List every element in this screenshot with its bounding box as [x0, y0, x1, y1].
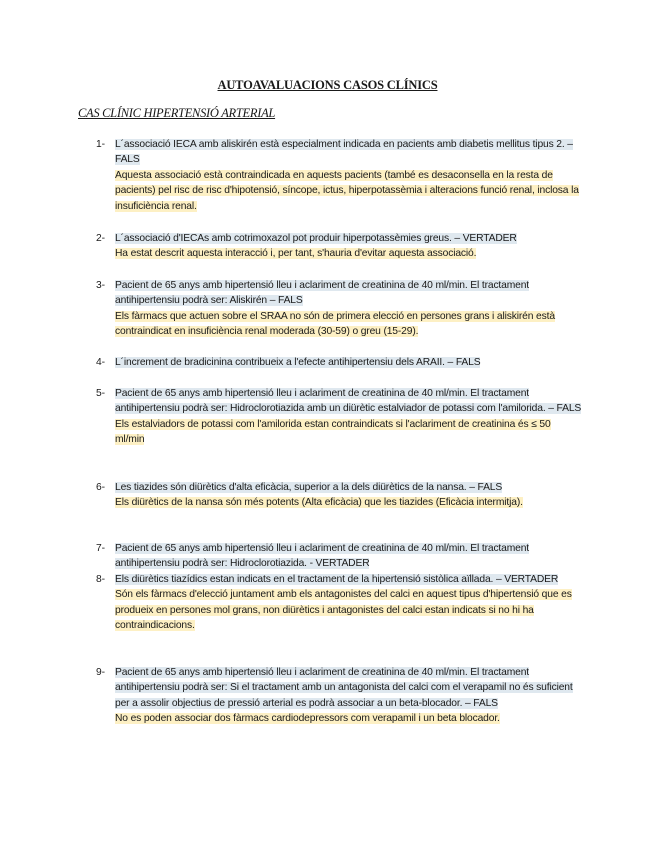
question-item: [96, 386, 582, 448]
question-item: [96, 231, 582, 262]
explanation-text: Els estalviadors de potassi com l'amilorida estan contraindicats si l'aclariment de creatinina és ≤ 50 ml/min: [115, 418, 551, 446]
question-text: Pacient de 65 anys amb hipertensió lleu i aclariment de creatinina de 40 ml/min. El tractament antihipertensiu podrà ser: Hidroclorotiazida. - VERTADER: [115, 543, 530, 570]
explanation-text: No es poden associar dos fàrmacs cardiodepressors com verapamil i un beta blocador.: [115, 713, 500, 725]
question-text: L´associació IECA amb aliskirén està especialment indicada en pacients amb diabetis mellitus tipus 2. – FALS: [115, 139, 573, 166]
question-text: Pacient de 65 anys amb hipertensió lleu i aclariment de creatinina de 40 ml/min. El tractament antihipertensiu podrà ser: Hidroclorotiazida amb un diürètic estalviador de potassi com l'amilorida. – FALS: [115, 388, 582, 415]
question-item: [96, 480, 582, 511]
question-text: Les tiazides són diürètics d'alta eficàcia, superior a la dels diürètics de la nansa. – FALS: [115, 482, 503, 493]
question-number: 1-: [96, 139, 105, 150]
question-text: Pacient de 65 anys amb hipertensió lleu i aclariment de creatinina de 40 ml/min. El tractament antihipertensiu podrà ser: Si el tractament amb un antagonista del calci com el verapamil no és suficient per a assolir objectius de pressió arterial es podrà associar a un beta-blocador. – FALS: [115, 667, 573, 709]
question-number: 9-: [96, 667, 105, 678]
section-title: CAS CLÍNIC HIPERTENSIÓ ARTERIAL: [78, 106, 276, 120]
explanation-text: Els diürètics de la nansa són més potents (Alta eficàcia) que les tiazides (Eficàcia intermitja).: [115, 497, 523, 509]
question-item: [96, 572, 582, 634]
question-item: [96, 355, 582, 370]
question-number: 8-: [96, 574, 105, 585]
question-item: [96, 665, 582, 727]
question-item: [96, 541, 582, 572]
question-number: 7-: [96, 543, 105, 554]
question-text: L´increment de bradicinina contribueix a l'efecte antihipertensiu dels ARAII. – FALS: [115, 357, 481, 368]
question-number: 3-: [96, 280, 105, 291]
question-number: 4-: [96, 357, 105, 368]
explanation-text: Aquesta associació està contraindicada en aquests pacients (també es desaconsella en la resta de pacients) pel risc de risc d'hipotensió, síncope, ictus, hiperpotassèmia i alteracions funció renal, inclosa la insuficiència renal.: [115, 169, 579, 212]
question-number: 5-: [96, 388, 105, 399]
explanation-text: Són els fàrmacs d'elecció juntament amb els antagonistes del calci en aquest tipus d'hipertensió que es produeix en persones mol grans, non diürètics i antagonistes del calci estan indicats si no hi ha contraindicacions.: [115, 589, 572, 632]
question-text: L´associació d'IECAs amb cotrimoxazol pot produir hiperpotassèmies greus. – VERTADER: [115, 233, 517, 244]
question-number: 2-: [96, 233, 105, 244]
question-item: [96, 278, 582, 340]
explanation-text: Ha estat descrit aquesta interacció i, per tant, s'hauria d'evitar aquesta associació.: [115, 248, 477, 260]
page-title: AUTOAVALUACIONS CASOS CLÍNICS: [217, 78, 438, 92]
question-item: [96, 137, 582, 214]
question-number: 6-: [96, 482, 105, 493]
question-text: Pacient de 65 anys amb hipertensió lleu i aclariment de creatinina de 40 ml/min. El tractament antihipertensiu podrà ser: Aliskirén – FALS: [115, 280, 530, 307]
explanation-text: Els fàrmacs que actuen sobre el SRAA no són de primera elecció en persones grans i aliskirén està contraindicat en insuficiència renal moderada (30-59) o greu (15-29).: [115, 310, 555, 338]
question-text: Els diürètics tiazídics estan indicats en el tractament de la hipertensió sistòlica aïllada. – VERTADER: [115, 574, 559, 585]
